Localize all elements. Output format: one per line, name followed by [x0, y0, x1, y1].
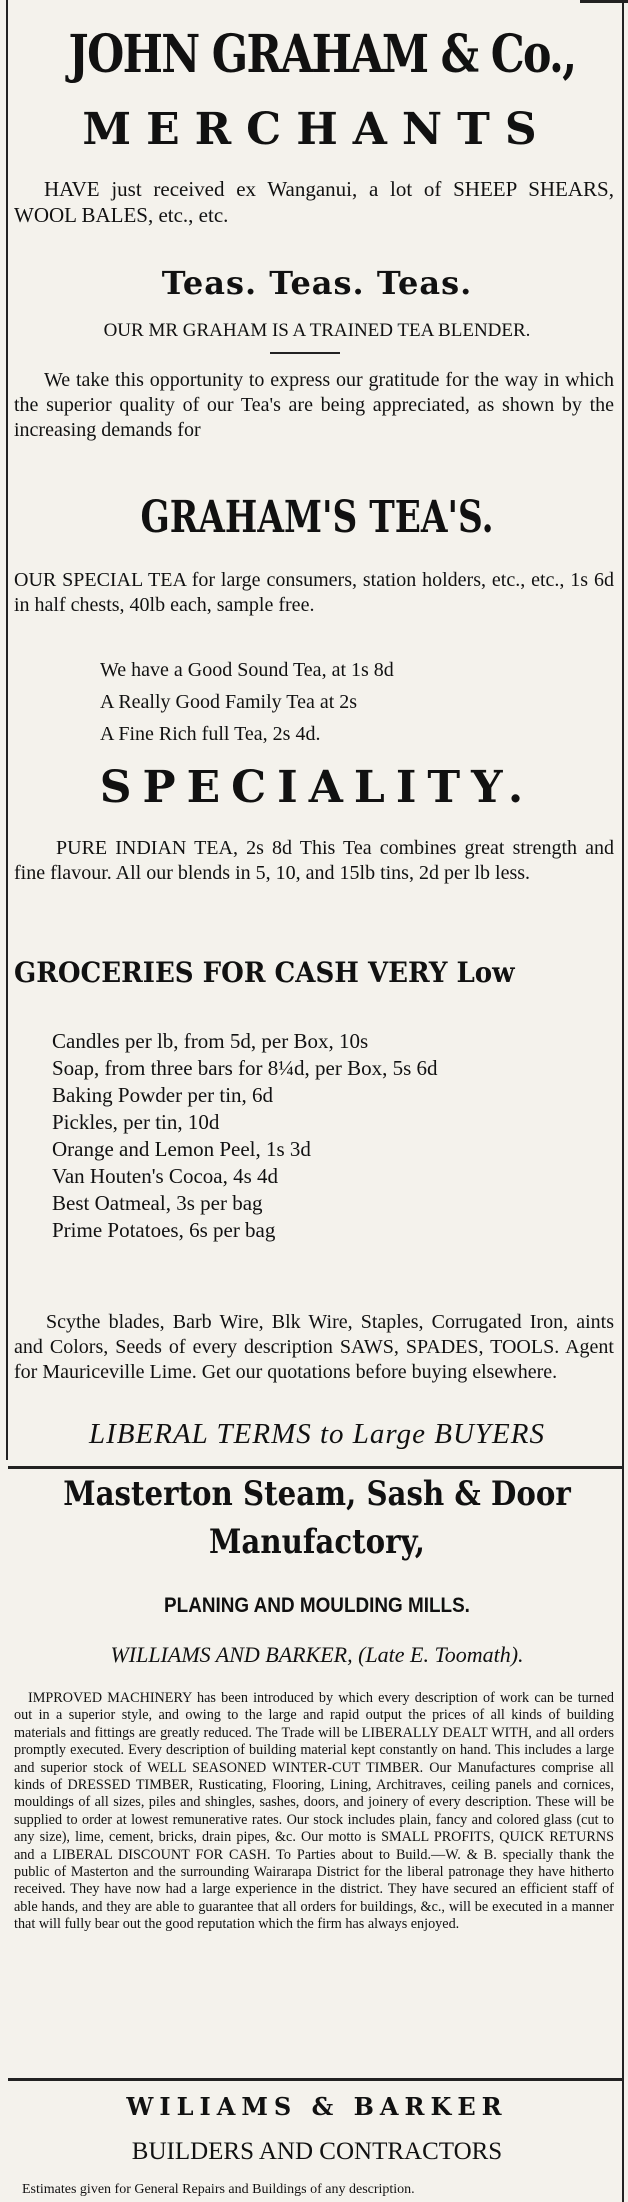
hardware-paragraph: Scythe blades, Barb Wire, Blk Wire, Staples, Corrugated Iron, aints and Colors, Seeds of every description SAWS, SPADES, TOOLS. Agent for Mauriceville Lime. Get our quotations before buying elsewhere. [14, 1311, 614, 1383]
grocery-item: Pickles, per tin, 10d [52, 1110, 220, 1134]
manufactory-body: IMPROVED MACHINERY has been introduced by which every description of work can be turned out in a superior style, and owing to the large and rapid output the prices of all kinds of building materials and fittings are greatly reduced. The Trade will be LIBERALLY DEALT WITH, and all orders promptly executed. Every description of building material kept constantly on hand. This includes a large and superior stock of WELL SEASONED WINTER-CUT TIMBER. Our Manufactures comprise all kinds of DRESSED TIMBER, Rusticating, Flooring, Lining, Architraves, ceiling panels and cornices, mouldings of all sizes, piles and shingles, sashes, doors, and joinery of every description. These will be supplied to order at lowest remunerative rates. Our stock includes plain, fancy and colored glass (cut to any size), lime, cement, bricks, drain pipes, &c. Our motto is SMALL PROFITS, QUICK RETURNS and a LIBERAL DISCOUNT FOR CASH. To Parties about to Build.—W. & B. specially thank the public of Masterton and the surrounding Wairarapa District for the liberal patronage they have hitherto received. They have now had a large experience in the district. They have secured an efficient staff of able hands, and they are able to guarantee that all orders for buildings, &c., will be executed in a manner that will fully bear out the good reputation which the firm has always enjoyed. [14, 1690, 614, 1933]
liberal-terms: LIBERAL TERMS to Large BUYERS [89, 1418, 545, 1450]
estimates-line: Estimates given for General Repairs and Buildings of any description. [22, 2182, 415, 2197]
grocery-item: Baking Powder per tin, 6d [52, 1083, 274, 1107]
grocery-item: Soap, from three bars for 8¼d, per Box, 5s 6d [52, 1056, 438, 1080]
trade-heading: MERCHANTS [82, 104, 552, 155]
special-tea-paragraph: OUR SPECIAL TEA for large consumers, station holders, etc., etc., 1s 6d in half chests, 40lb each, sample free. [14, 569, 614, 616]
teas-heading: Teas. Teas. Teas. [161, 264, 473, 302]
tea-price-item: A Really Good Family Tea at 2s [100, 691, 358, 713]
speciality-heading: SPECIALITY. [99, 762, 535, 813]
corner-rule [580, 0, 628, 21]
planing-mills-line: PLANING AND MOULDING MILLS. [164, 1594, 470, 1617]
builders-trade: BUILDERS AND CONTRACTORS [131, 2138, 503, 2165]
gratitude-paragraph: We take this opportunity to express our gratitude for the way in which the superior quality of our Tea's are being appreciated, as shown by the increasing demands for [14, 369, 614, 441]
indian-tea-paragraph: PURE INDIAN TEA, 2s 8d This Tea combines great strength and fine flavour. All our blends in 5, 10, and 15lb tins, 2d per lb less. [14, 837, 614, 884]
proprietors-line: WILLIAMS AND BARKER, (Late E. Toomath). [110, 1642, 524, 1667]
manufactory-title-line1: Masterton Steam, Sash & Door [63, 1474, 571, 1514]
grocery-item: Van Houten's Cocoa, 4s 4d [52, 1164, 279, 1188]
ad-separator [8, 1466, 622, 1469]
column-rule-right [622, 0, 624, 2202]
groceries-list [52, 1028, 438, 1244]
tea-price-item: We have a Good Sound Tea, at 1s 8d [100, 659, 394, 681]
grocery-item: Best Oatmeal, 3s per bag [52, 1191, 263, 1215]
grocery-item: Candles per lb, from 5d, per Box, 10s [52, 1029, 369, 1053]
manufactory-title-line2: Manufactory, [209, 1522, 425, 1562]
grocery-item: Orange and Lemon Peel, 1s 3d [52, 1137, 311, 1161]
tea-price-list [100, 654, 394, 750]
builders-name: WILIAMS & BARKER [126, 2092, 508, 2121]
groceries-heading: GROCERIES FOR CASH VERY Low [14, 956, 515, 989]
ad-separator [8, 2078, 622, 2081]
tea-blender-line: OUR MR GRAHAM IS A TRAINED TEA BLENDER. [103, 320, 531, 341]
intro-paragraph: HAVE just received ex Wanganui, a lot of SHEEP SHEARS, WOOL BALES, etc., etc. [14, 177, 614, 228]
column-rule-left [6, 0, 8, 1460]
grocery-item: Prime Potatoes, 6s per bag [52, 1218, 276, 1242]
firm-name: JOHN GRAHAM & Co., [68, 24, 576, 85]
divider [270, 352, 340, 354]
tea-price-item: A Fine Rich full Tea, 2s 4d. [100, 723, 321, 745]
grahams-teas-heading: GRAHAM'S TEA'S. [140, 492, 494, 543]
